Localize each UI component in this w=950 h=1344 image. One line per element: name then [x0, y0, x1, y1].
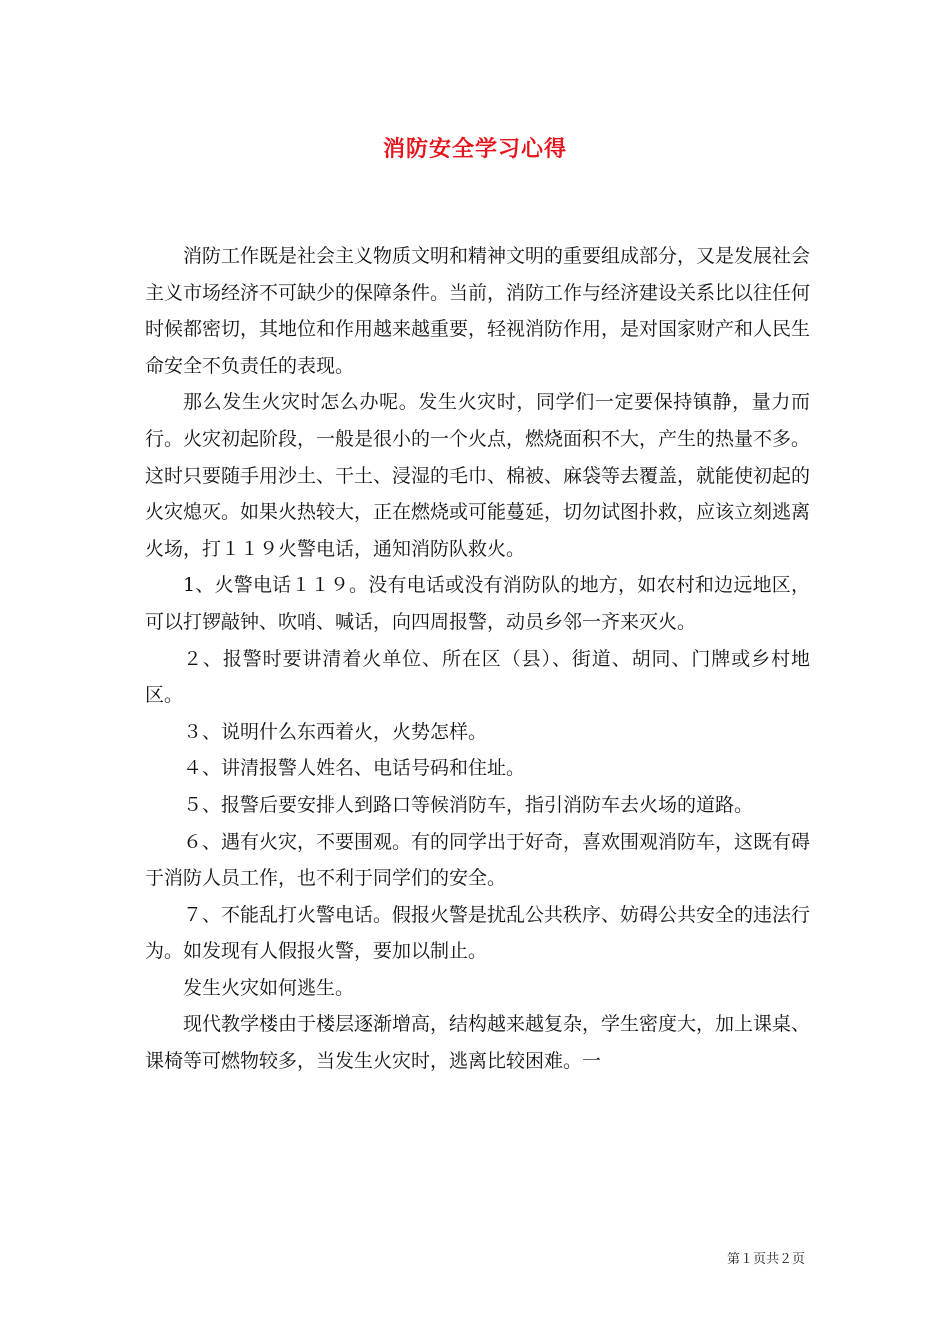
- paragraph-item-6: ６、遇有火灾，不要围观。有的同学出于好奇，喜欢围观消防车，这既有碍于消防人员工作，也不利于同学们的安全。: [145, 830, 811, 890]
- paragraph-item-5: ５、报警后要安排人到路口等候消防车，指引消防车去火场的道路。: [183, 793, 754, 816]
- page-number: 第１页共２页: [726, 1252, 805, 1267]
- paragraph-item-3: ３、说明什么东西着火，火势怎样。: [183, 720, 488, 743]
- paragraph-escape-heading: 发生火灾如何逃生。: [183, 976, 355, 999]
- document-title: 消防安全学习心得: [382, 136, 567, 162]
- paragraph-escape-text: 现代教学楼由于楼层逐渐增高，结构越来越复杂，学生密度大，加上课桌、课椅等可燃物较多，当发生火灾时，逃离比较困难。一: [145, 1013, 811, 1073]
- paragraph-item-2: ２、报警时要讲清着火单位、所在区（县）、街道、胡同、门牌或乡村地区。: [145, 647, 810, 707]
- paragraph-fire-response: 那么发生火灾时怎么办呢。发生火灾时，同学们一定要保持镇静，量力而行。火灾初起阶段，一般是很小的一个火点，燃烧面积不大，产生的热量不多。这时只要随手用沙土、干土、浸湿的毛巾、棉被、麻袋等去覆盖，就能使初起的火灾熄灭。如果火热较大，正在燃烧或可能蔓延，切勿试图扑救，应该立刻逃离火场，打１１９火警电话，通知消防队救火。: [145, 391, 811, 560]
- paragraph-item-7: ７、不能乱打火警电话。假报火警是扰乱公共秩序、妨碍公共安全的违法行为。如发现有人假报火警，要加以制止。: [145, 903, 811, 963]
- paragraph-item-1: 1、火警电话１１９。没有电话或没有消防队的地方，如农村和边远地区，可以打锣敲钟、吹哨、喊话，向四周报警，动员乡邻一齐来灭火。: [145, 574, 810, 633]
- document-body: [145, 238, 810, 1080]
- paragraph-intro: 消防工作既是社会主义物质文明和精神文明的重要组成部分，又是发展社会主义市场经济不可缺少的保障条件。当前，消防工作与经济建设关系比以往任何时候都密切，其地位和作用越来越重要，轻视消防作用，是对国家财产和人民生命安全不负责任的表现。: [145, 245, 811, 377]
- paragraph-item-4: ４、讲清报警人姓名、电话号码和住址。: [183, 757, 526, 780]
